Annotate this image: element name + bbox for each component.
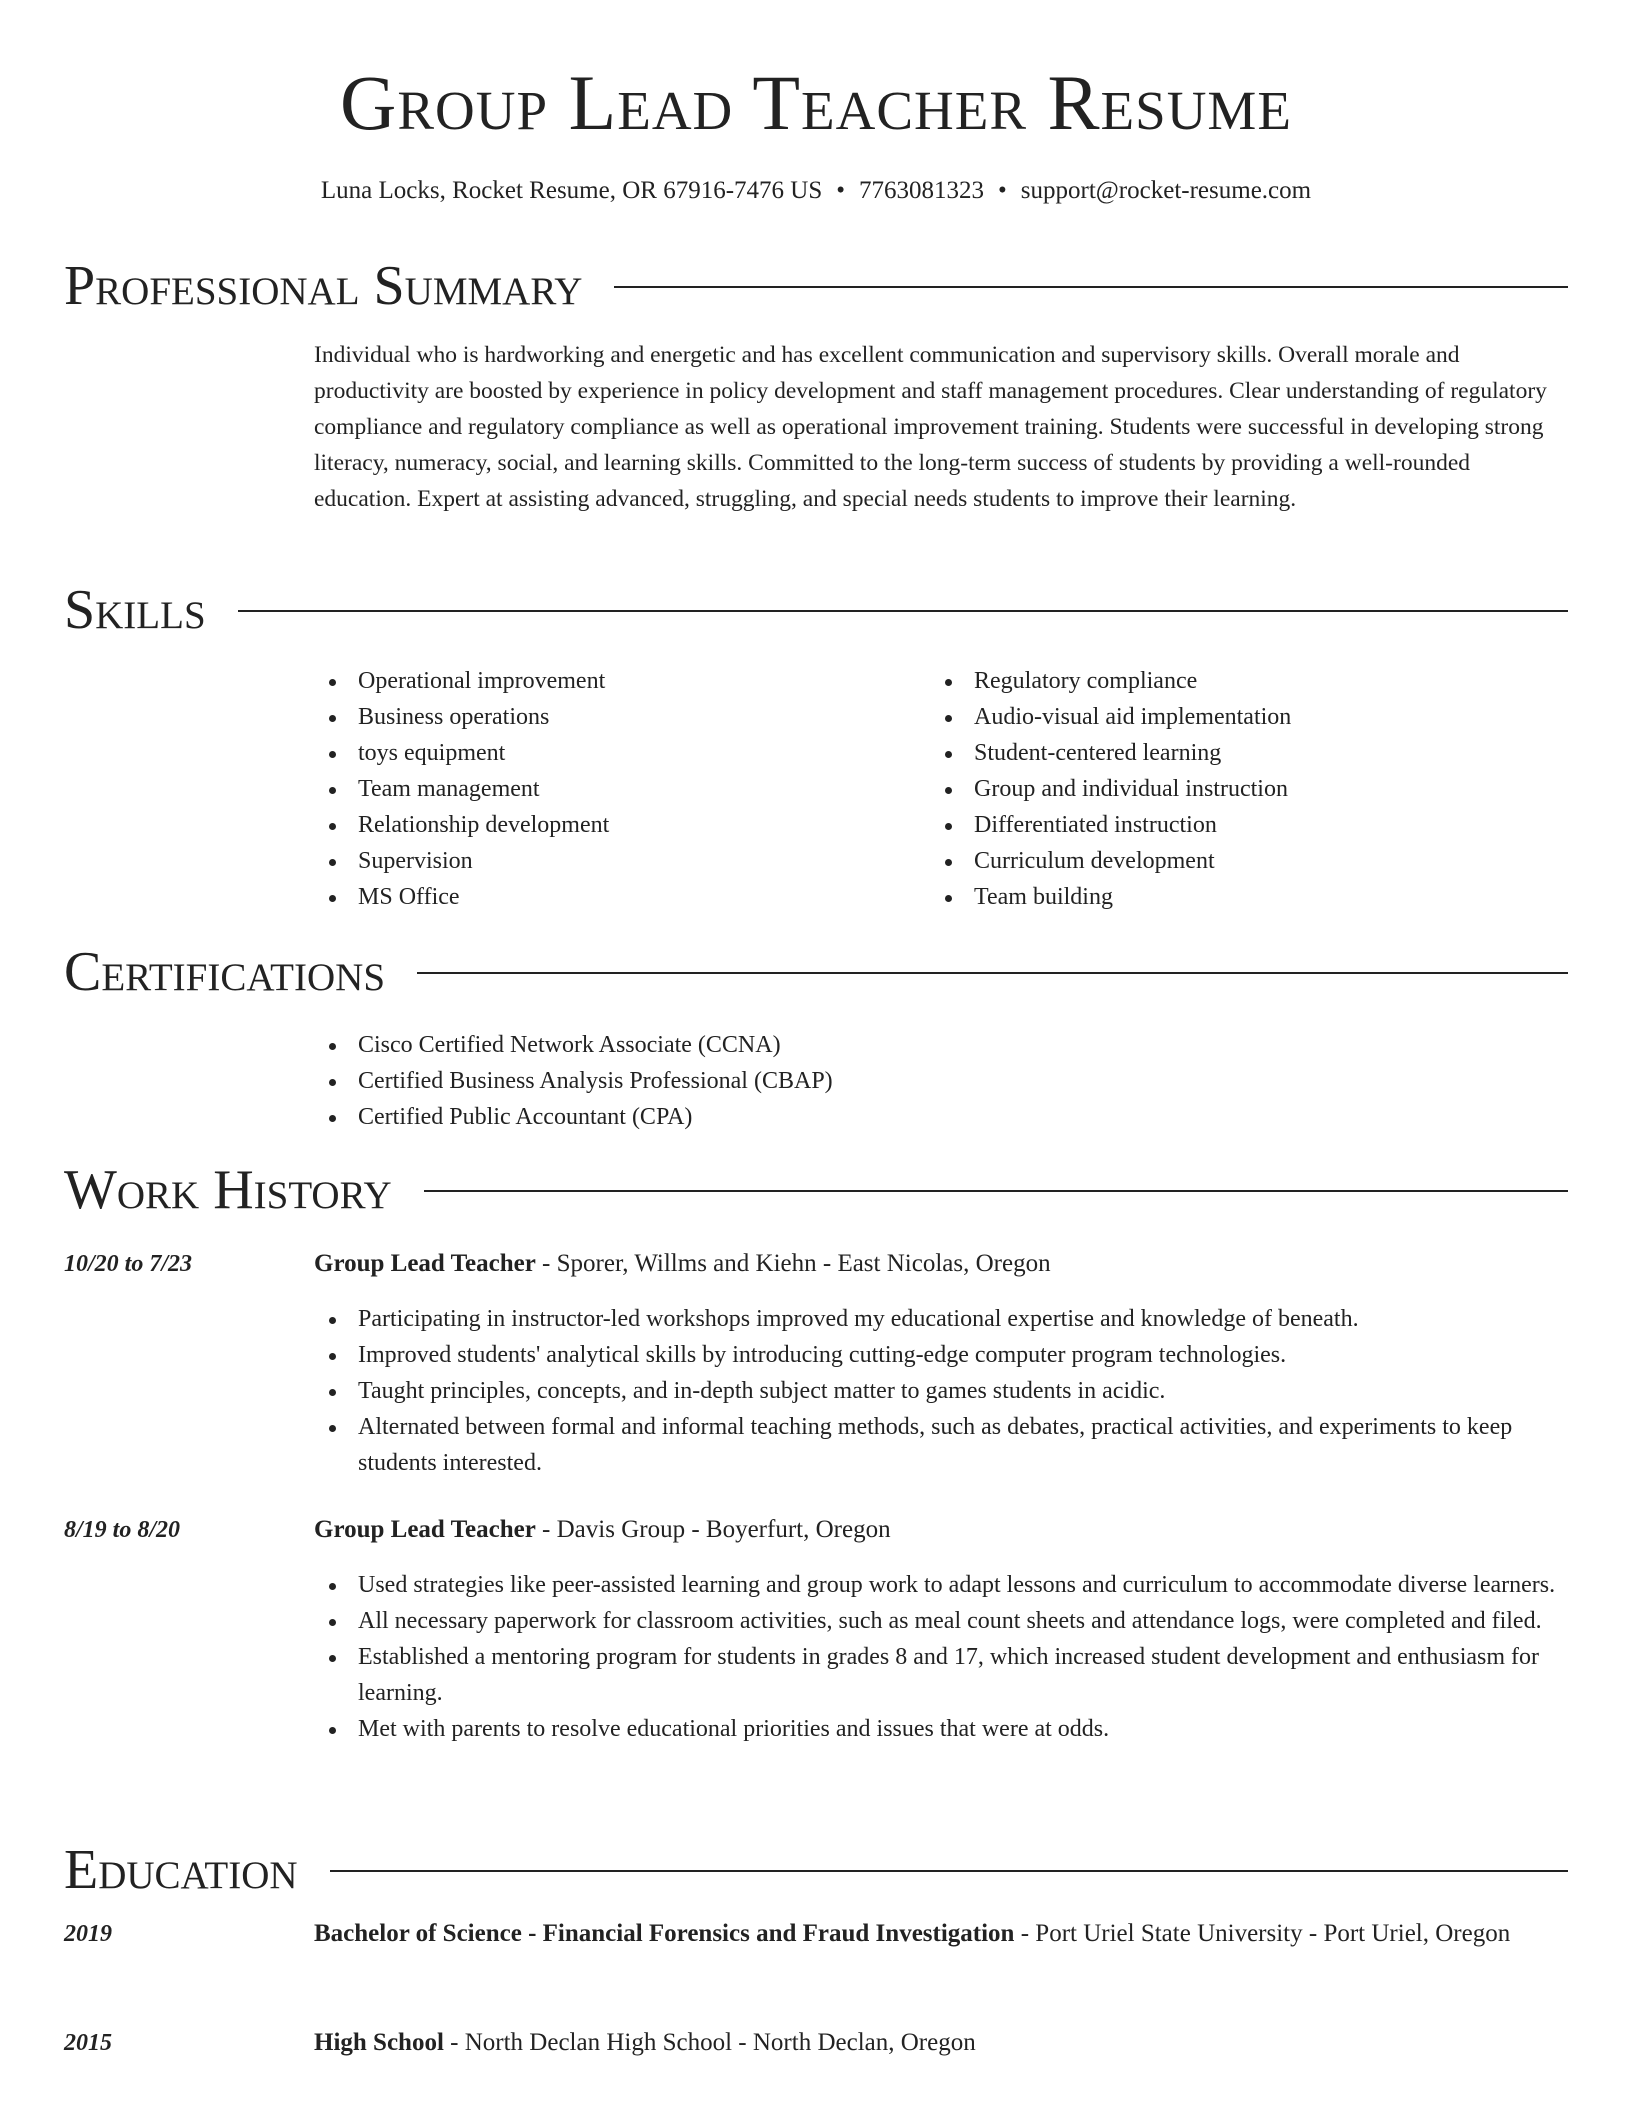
job-bullet: Established a mentoring program for students in grades 8 and 17, which increased student development and enthusiasm for learning. — [314, 1639, 1564, 1711]
education-degree: Bachelor of Science - Financial Forensics and Fraud Investigation — [314, 1920, 1015, 1947]
section-divider — [238, 610, 1568, 612]
certifications-heading: Certifications — [64, 941, 386, 1003]
contact-line — [0, 174, 1632, 208]
section-divider — [614, 286, 1568, 288]
job-heading — [314, 1511, 1564, 1549]
education-section-header — [64, 1838, 1568, 1902]
skill-item: Differentiated instruction — [930, 807, 1560, 843]
skill-item: Relationship development — [314, 807, 914, 843]
education-year: 2015 — [64, 2030, 112, 2056]
job-bullet: Participating in instructor-led workshops improved my educational expertise and knowledge of beneath. — [314, 1301, 1564, 1337]
summary-heading: Professional Summary — [64, 255, 583, 317]
contact-separator: • — [998, 177, 1007, 204]
education-school: - Port Uriel State University - Port Uriel, Oregon — [1014, 1920, 1511, 1947]
skill-item: Regulatory compliance — [930, 663, 1560, 699]
skill-item: Team building — [930, 879, 1560, 915]
skills-heading: Skills — [64, 579, 206, 641]
skill-item: Business operations — [314, 699, 914, 735]
resume-title: Group Lead Teacher Resume — [340, 59, 1292, 146]
education-degree: High School — [314, 2029, 444, 2056]
job-bullet: Improved students' analytical skills by introducing cutting-edge computer program technologies. — [314, 1337, 1564, 1373]
certification-item: Certified Business Analysis Professional (CBAP) — [314, 1063, 1514, 1099]
job-bullet: All necessary paperwork for classroom activities, such as meal count sheets and attendance logs, were completed and filed. — [314, 1603, 1564, 1639]
job-dates: 8/19 to 8/20 — [64, 1517, 181, 1543]
skill-item: Audio-visual aid implementation — [930, 699, 1560, 735]
contact-address: Luna Locks, Rocket Resume, OR 67916-7476 US — [320, 177, 823, 204]
work-history-heading: Work History — [64, 1159, 392, 1221]
education-year: 2019 — [64, 1921, 112, 1947]
job-bullet: Used strategies like peer-assisted learning and group work to adapt lessons and curriculum to accommodate diverse learners. — [314, 1567, 1564, 1603]
job-bullet: Met with parents to resolve educational priorities and issues that were at odds. — [314, 1711, 1564, 1747]
skill-item: Operational improvement — [314, 663, 914, 699]
skill-item: Supervision — [314, 843, 914, 879]
skills-section-header — [64, 578, 1568, 642]
skill-item: Curriculum development — [930, 843, 1560, 879]
certifications-list — [314, 1027, 1514, 1135]
certification-item: Certified Public Accountant (CPA) — [314, 1099, 1514, 1135]
skill-item: Student-centered learning — [930, 735, 1560, 771]
summary-section-header — [64, 254, 1568, 318]
job-company: - Davis Group - Boyerfurt, Oregon — [535, 1516, 891, 1543]
education-school: - North Declan High School - North Declan, Oregon — [443, 2029, 976, 2056]
certifications-section-header — [64, 940, 1568, 1004]
summary-text: Individual who is hardworking and energetic and has excellent communication and supervisory skills. Overall morale and productivity are boosted by experience in policy development and staff management procedures. Clear understanding of regulatory compliance and regulatory compliance as well as operational improvement training. Students were successful in developing strong literacy, numeracy, social, and learning skills. Committed to the long-term success of students by providing a well-rounded education. Expert at assisting advanced, struggling, and special needs students to improve their learning. — [314, 342, 1547, 512]
certification-item: Cisco Certified Network Associate (CCNA) — [314, 1027, 1514, 1063]
skill-item: toys equipment — [314, 735, 914, 771]
education-entry — [314, 2024, 1564, 2062]
job-bullet: Alternated between formal and informal teaching methods, such as debates, practical activities, and experiments to keep students interested. — [314, 1409, 1564, 1481]
section-divider — [330, 1870, 1568, 1872]
skill-item: Team management — [314, 771, 914, 807]
education-heading: Education — [64, 1839, 298, 1901]
job-title: Group Lead Teacher — [314, 1516, 536, 1543]
skill-item: Group and individual instruction — [930, 771, 1560, 807]
skills-list-left — [314, 663, 914, 915]
section-divider — [424, 1190, 1568, 1192]
job-heading — [314, 1245, 1564, 1283]
education-entry — [314, 1915, 1564, 1953]
job-company: - Sporer, Willms and Kiehn - East Nicolas, Oregon — [535, 1250, 1051, 1277]
skill-item: MS Office — [314, 879, 914, 915]
job-bullet: Taught principles, concepts, and in-depth subject matter to games students in acidic. — [314, 1373, 1564, 1409]
contact-email: support@rocket-resume.com — [1020, 177, 1312, 204]
skills-list-right — [930, 663, 1560, 915]
section-divider — [417, 972, 1568, 974]
job-bullet-list — [314, 1567, 1564, 1747]
job-bullet-list — [314, 1301, 1564, 1481]
contact-separator: • — [836, 177, 846, 204]
work-history-section-header — [64, 1158, 1568, 1222]
contact-phone: 7763081323 — [859, 177, 985, 204]
job-dates: 10/20 to 7/23 — [64, 1251, 193, 1277]
job-title: Group Lead Teacher — [314, 1250, 536, 1277]
